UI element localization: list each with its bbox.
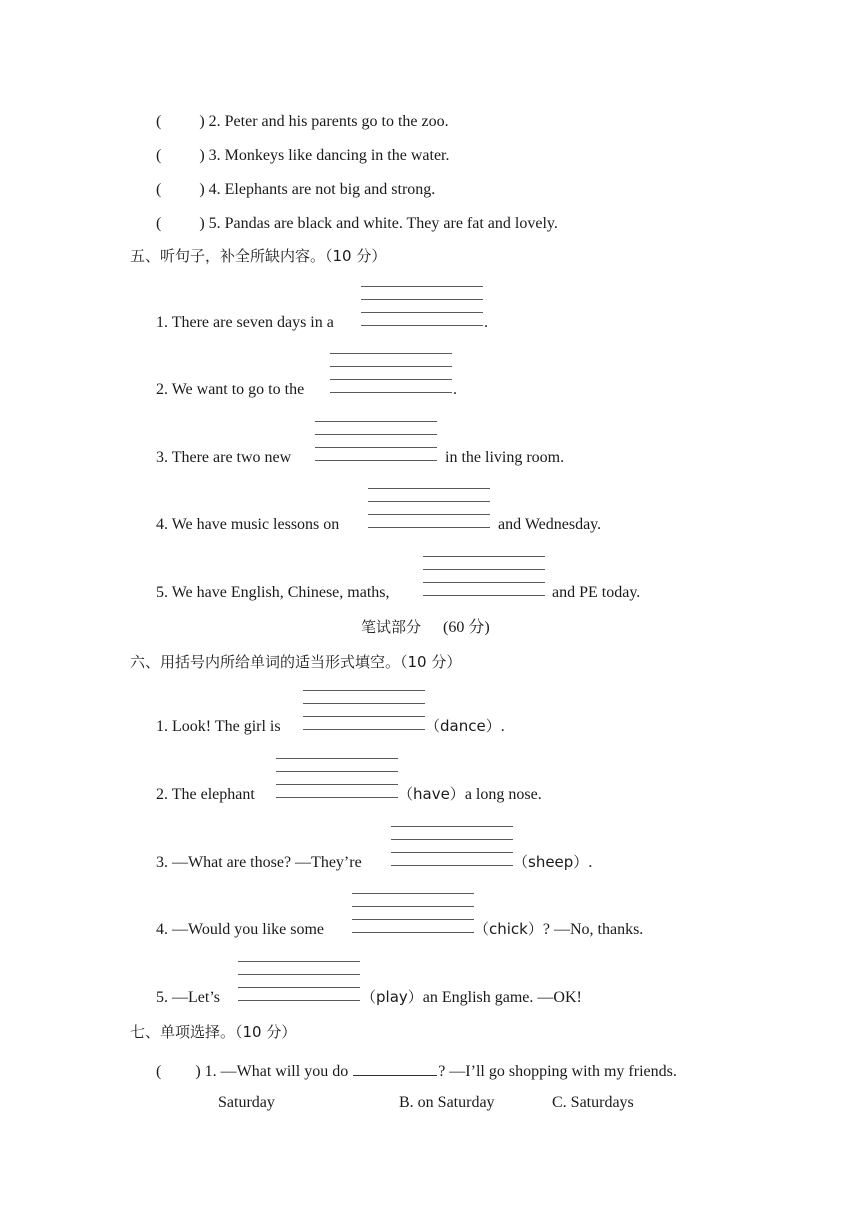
s6-item-1-after (425, 719, 505, 735)
s5-item-4-before: 4. We have music lessons on (156, 516, 340, 533)
s5-item-4-after: and Wednesday. (498, 516, 602, 533)
s5-item-2-after: . (453, 381, 457, 398)
hint-word: （chick） (474, 920, 543, 938)
hint-word: （have） (398, 785, 465, 803)
s5-item-4-answer-lines[interactable] (368, 488, 490, 528)
s6-item-5-answer-lines[interactable] (238, 961, 360, 1001)
answer-paren-close: ) (199, 215, 205, 232)
hint-word: （dance） (425, 717, 501, 735)
s5-item-5-before: 5. We have English, Chinese, maths, (156, 584, 390, 601)
s6-item-1-answer-lines[interactable] (303, 690, 425, 730)
written-part-score: (60 分) (443, 619, 490, 636)
s5-item-2-answer-lines[interactable] (330, 353, 452, 393)
answer-paren-close: ) (195, 1063, 201, 1080)
s7-question-1 (156, 1061, 677, 1080)
s6-item-3-after (513, 855, 592, 871)
s6-item-1-before: 1. Look! The girl is (156, 718, 281, 735)
section-title-6: 六、用括号内所给单词的适当形式填空。（10 分） (130, 653, 462, 671)
part4-item (156, 148, 450, 164)
s6-item-2-before: 2. The elephant (156, 786, 255, 803)
answer-paren-open[interactable]: ( (156, 215, 162, 232)
s6-item-5-tail: an English game. —OK! (422, 989, 582, 1006)
statement-text: 4. Elephants are not big and strong. (208, 181, 436, 198)
s7-q1-blank[interactable] (353, 1061, 437, 1076)
s6-item-3-tail: . (588, 854, 593, 871)
written-part-label: 笔试部分 (361, 618, 422, 636)
s5-item-3-answer-lines[interactable] (315, 421, 437, 461)
s7-option-b[interactable]: B. on Saturday (399, 1094, 495, 1111)
hint-word: （sheep） (513, 853, 589, 871)
part4-item (156, 216, 558, 232)
answer-paren-open[interactable]: ( (156, 113, 162, 130)
s5-item-2-before: 2. We want to go to the (156, 381, 305, 398)
answer-paren-close: ) (199, 113, 205, 130)
answer-paren-open[interactable]: ( (156, 147, 162, 164)
s7-option-a[interactable]: Saturday (218, 1094, 275, 1111)
s5-item-5-answer-lines[interactable] (423, 556, 545, 596)
s6-item-3-before: 3. —What are those? —They’re (156, 854, 362, 871)
s7-q1-after: ? —I’ll go shopping with my friends. (438, 1063, 677, 1080)
s5-item-1-answer-lines[interactable] (361, 286, 483, 326)
answer-paren-open[interactable]: ( (156, 1063, 162, 1080)
s6-item-4-answer-lines[interactable] (352, 893, 474, 933)
answer-paren-close: ) (199, 181, 205, 198)
hint-word: （play） (361, 988, 423, 1006)
section-title-5: 五、听句子，补全所缺内容。（10 分） (130, 247, 387, 265)
s5-item-3-after: in the living room. (445, 449, 565, 466)
s6-item-2-tail: a long nose. (464, 786, 542, 803)
part4-item (156, 114, 449, 130)
s6-item-4-before: 4. —Would you like some (156, 921, 325, 938)
part4-item (156, 182, 435, 198)
s6-item-4-tail: ? —No, thanks. (542, 921, 644, 938)
statement-text: 3. Monkeys like dancing in the water. (208, 147, 450, 164)
answer-paren-close: ) (199, 147, 205, 164)
s5-item-1-before: 1. There are seven days in a (156, 314, 334, 331)
s6-item-5-before: 5. —Let’s (156, 989, 220, 1006)
s7-option-c[interactable]: C. Saturdays (552, 1094, 634, 1111)
s5-item-5-after: and PE today. (552, 584, 641, 601)
s6-item-3-answer-lines[interactable] (391, 826, 513, 866)
s6-item-1-tail: . (500, 718, 505, 735)
statement-text: 2. Peter and his parents go to the zoo. (208, 113, 449, 130)
s6-item-5-after (361, 990, 582, 1006)
section-title-7: 七、单项选择。（10 分） (130, 1023, 297, 1041)
s5-item-1-after: . (484, 314, 488, 331)
s6-item-4-after (474, 922, 643, 938)
s7-q1-before: 1. —What will you do (204, 1063, 349, 1080)
statement-text: 5. Pandas are black and white. They are fat and lovely. (208, 215, 558, 232)
s6-item-2-after (398, 787, 542, 803)
s6-item-2-answer-lines[interactable] (276, 758, 398, 798)
answer-paren-open[interactable]: ( (156, 181, 162, 198)
s5-item-3-before: 3. There are two new (156, 449, 292, 466)
written-part-heading (361, 620, 490, 636)
